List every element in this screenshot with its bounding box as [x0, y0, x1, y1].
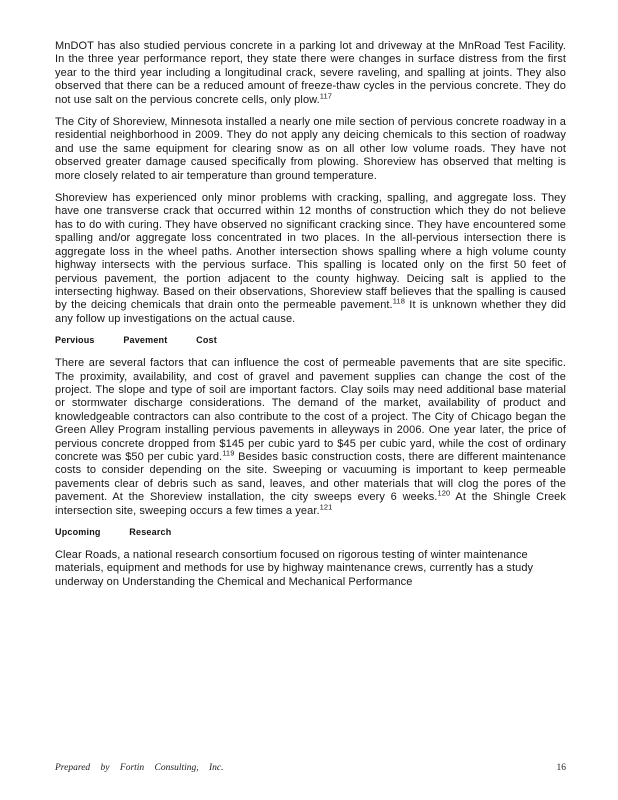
paragraph-text: It is unknown whether they did any follow up investigations on the actual cause. [55, 299, 566, 325]
page-content [55, 40, 566, 589]
footnote-ref-120: 120 [437, 488, 451, 498]
footnote-ref-117: 117 [319, 90, 333, 100]
footnote-ref-121: 121 [319, 501, 333, 511]
paragraph-shoreview-install [55, 116, 566, 183]
paragraph-text: At the Shingle Creek intersection site, sweeping occurs a few times a year. [55, 491, 566, 517]
paragraph-text: The City of Shoreview, Minnesota installed a nearly one mile section of pervious concrete roadway in a residential neighborhood in 2009. They do not apply any deicing chemicals to this section of roadway and use the same equipment for clearing snow as on all other low volume roads. They have not observed greater damage caused specifically from plowing. Shoreview has observed that melting is more closely related to air temperature than ground temperature. [55, 116, 566, 182]
footer-prepared-by: Prepared by Fortin Consulting, Inc. [55, 763, 224, 773]
paragraph-clear-roads [55, 549, 566, 589]
page-footer [55, 763, 566, 773]
paragraph-cost-factors [55, 357, 566, 518]
paragraph-mnroad-study [55, 40, 566, 107]
paragraph-text: MnDOT has also studied pervious concrete in a parking lot and driveway at the MnRoad Test Facility. In the three year performance report, they state there were changes in surface distress from the first year to the third year including a longitudinal crack, severe raveling, and spalling at joints. They also observed that there can be a reduced amount of freeze-thaw cycles in the pervious concrete. They do not use salt on the pervious concrete cells, only plow. [55, 40, 566, 106]
paragraph-text: Besides basic construction costs, there are different maintenance costs to consider depending on the site. Sweeping or vacuuming is important to keep permeable pavements clear of debris such as sand, leaves, and other materials that will clog the pores of the pavement. At the Shoreview installation, the city sweeps every 6 weeks. [55, 450, 566, 504]
page-number: 16 [556, 763, 566, 773]
footnote-ref-118: 118 [392, 296, 405, 306]
paragraph-shoreview-problems [55, 192, 566, 326]
paragraph-text: Shoreview has experienced only minor problems with cracking, spalling, and aggregate loss. They have one transverse crack that occurred within 12 months of construction which they do not believe has to do with curing. They have observed no significant cracking since. They have encountered some spalling and/or aggregate loss concentrated in two places. In the all-pervious intersection there is aggregate loss in the wheel paths. Another intersection shows spalling where a high volume county highway intersects with the pervious surface. This spalling is located only on the first 50 feet of pervious pavement, the portion adjacent to the county highway. Deicing salt is applied to the intersecting highway. Based on their observations, Shoreview staff believes that the spalling is caused by the deicing chemicals that drain onto the permeable pavement. [55, 192, 566, 312]
section-heading-upcoming-research: Upcoming Research [55, 527, 172, 537]
paragraph-text: Clear Roads, a national research consortium focused on rigorous testing of winter maintenance materials, equipment and methods for use by highway maintenance crews, currently has a study underway on Understanding the Chemical and Mechanical Performance [55, 549, 534, 588]
section-heading-pervious-pavement-cost: Pervious Pavement Cost [55, 335, 217, 346]
footnote-ref-119: 119 [222, 448, 235, 458]
paragraph-text: There are several factors that can influence the cost of permeable pavements that are site specific. The proximity, availability, and cost of gravel and pavement supplies can change the cost of the project. The slope and type of soil are important factors. Clay soils may need additional base material or stormwater discharge considerations. The demand of the market, availability of product and knowledgeable contractors can also contribute to the cost of a project. The City of Chicago began the Green Alley Program installing pervious pavements in alleyways in 2006. One year later, the price of pervious concrete dropped from $145 per cubic yard to $45 per cubic yard, while the cost of ordinary concrete was $50 per cubic yard. [55, 357, 566, 463]
